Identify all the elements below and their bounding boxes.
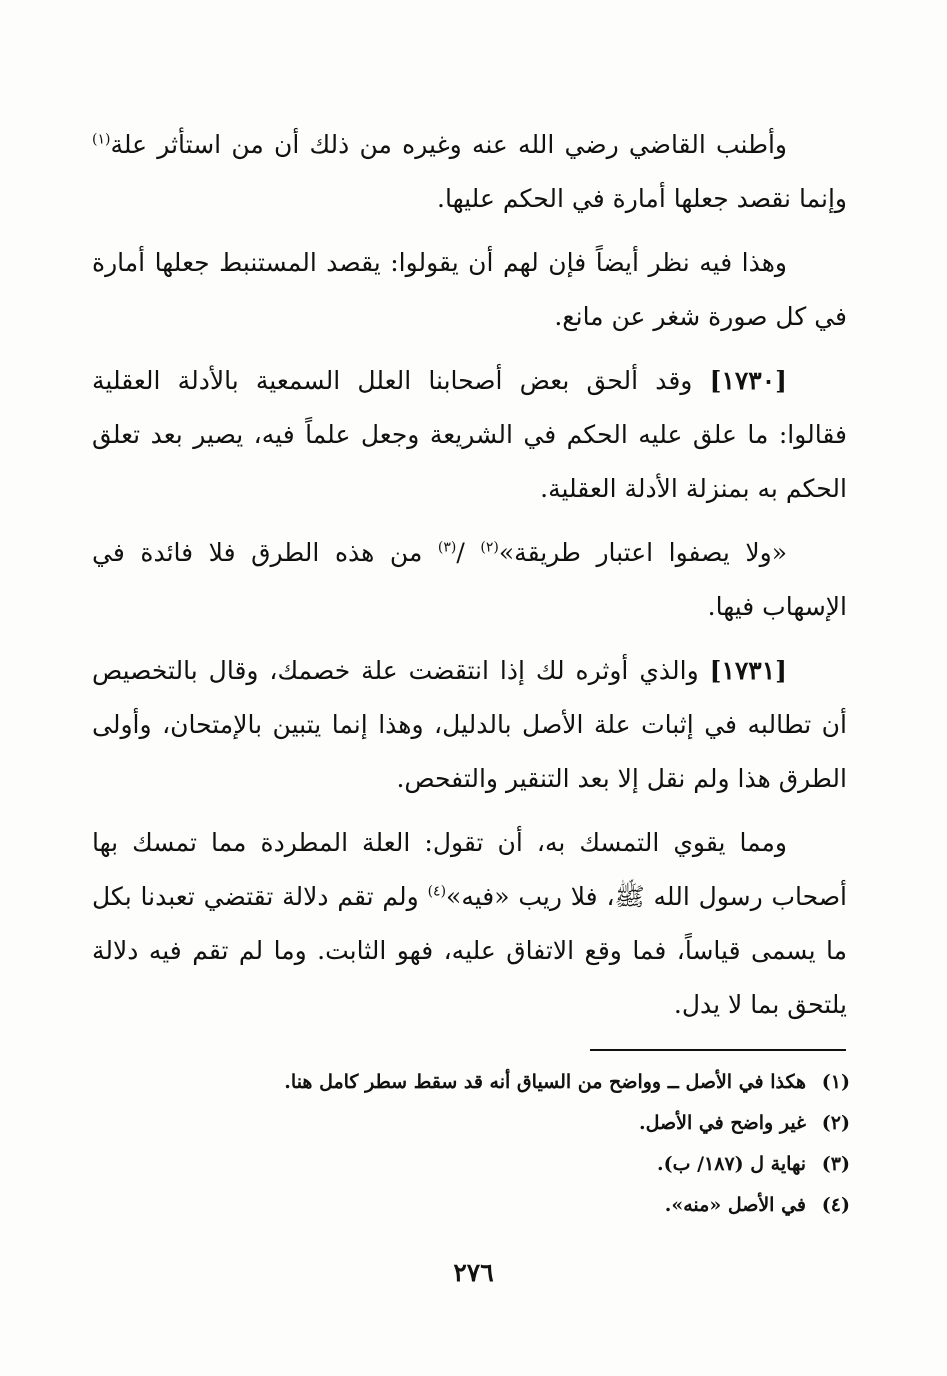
section-number-1731: [١٧٣١] <box>709 656 787 685</box>
footnote-2-number: (٢) <box>821 1112 850 1134</box>
footnote-3-number: (٣) <box>821 1153 850 1175</box>
section-number-1730: [١٧٣٠] <box>709 366 787 395</box>
footnote-4-text: في الأصل «منه». <box>664 1194 806 1216</box>
footnote-4 <box>230 1185 850 1226</box>
footnote-2 <box>230 1103 850 1144</box>
paragraph-4-text: «ولا يصفوا اعتبار طريقة» <box>498 538 787 567</box>
paragraph-3-text: وقد ألحق بعض أصحابنا العلل السمعية بالأدلة العقلية فقالوا: ما علق عليه الحكم في الشريعة وجعل علماً فيه، يصير بعد تعلق الحكم به بمنزلة الأدلة العقلية. <box>92 366 847 503</box>
paragraph-4 <box>92 526 847 634</box>
paragraph-1-tail: وإنما نقصد جعلها أمارة في الحكم عليها. <box>437 184 847 213</box>
page-number: ٢٧٦ <box>453 1258 494 1287</box>
footnote-separator <box>590 1049 846 1051</box>
paragraph-6-text: ومما يقوي التمسك به، أن تقول: العلة المطردة مما تمسك بها أصحاب رسول الله ﷺ، فلا ريب «فيه» <box>92 828 847 911</box>
footnote-2-text: غير واضح في الأصل. <box>638 1112 806 1134</box>
paragraph-6-tail: ولم تقم دلالة تقتضي تعبدنا بكل ما يسمى قياساً، فما وقع الاتفاق عليه، فهو الثابت. وما لم تقم فيه دلالة يلتحق بما لا يدل. <box>92 882 847 1019</box>
footnote-1-number: (١) <box>821 1071 850 1093</box>
paragraph-5 <box>92 644 847 806</box>
slash-separator: / <box>456 538 465 567</box>
paragraph-1-text: وأطنب القاضي رضي الله عنه وغيره من ذلك أن من استأثر علة <box>110 130 787 159</box>
footnote-ref-2: (٢) <box>480 539 499 556</box>
paragraph-2 <box>92 236 847 344</box>
paragraph-3 <box>92 354 847 516</box>
footnote-1-text: هكذا في الأصل ــ وواضح من السياق أنه قد سقط سطر كامل هنا. <box>284 1071 806 1093</box>
footnote-4-number: (٤) <box>821 1194 850 1216</box>
paragraph-6 <box>92 816 847 1032</box>
footnote-ref-3: (٣) <box>437 539 457 556</box>
paragraph-4-tail: من هذه الطرق فلا فائدة في الإسهاب فيها. <box>92 538 847 621</box>
paragraph-5-text: والذي أوثره لك إذا انتقضت علة خصمك، وقال بالتخصيص أن تطالبه في إثبات علة الأصل بالدليل، وهذا إنما يتبين بالإمتحان، وأولى الطرق هذا ولم نقل إلا بعد التنقير والتفحص. <box>92 656 847 793</box>
footnote-1 <box>230 1062 850 1103</box>
footnote-ref-4: (٤) <box>427 883 447 900</box>
footnotes <box>230 1062 850 1226</box>
paragraph-2-text: وهذا فيه نظر أيضاً فإن لهم أن يقولوا: يقصد المستنبط جعلها أمارة في كل صورة شغر عن مانع. <box>92 248 847 331</box>
footnote-ref-1: (١) <box>92 131 111 148</box>
footnote-3-text: نهاية ل (١٨٧/ ب). <box>656 1153 806 1175</box>
main-text <box>92 118 847 1042</box>
paragraph-1 <box>92 118 847 226</box>
footnote-3 <box>230 1144 850 1185</box>
